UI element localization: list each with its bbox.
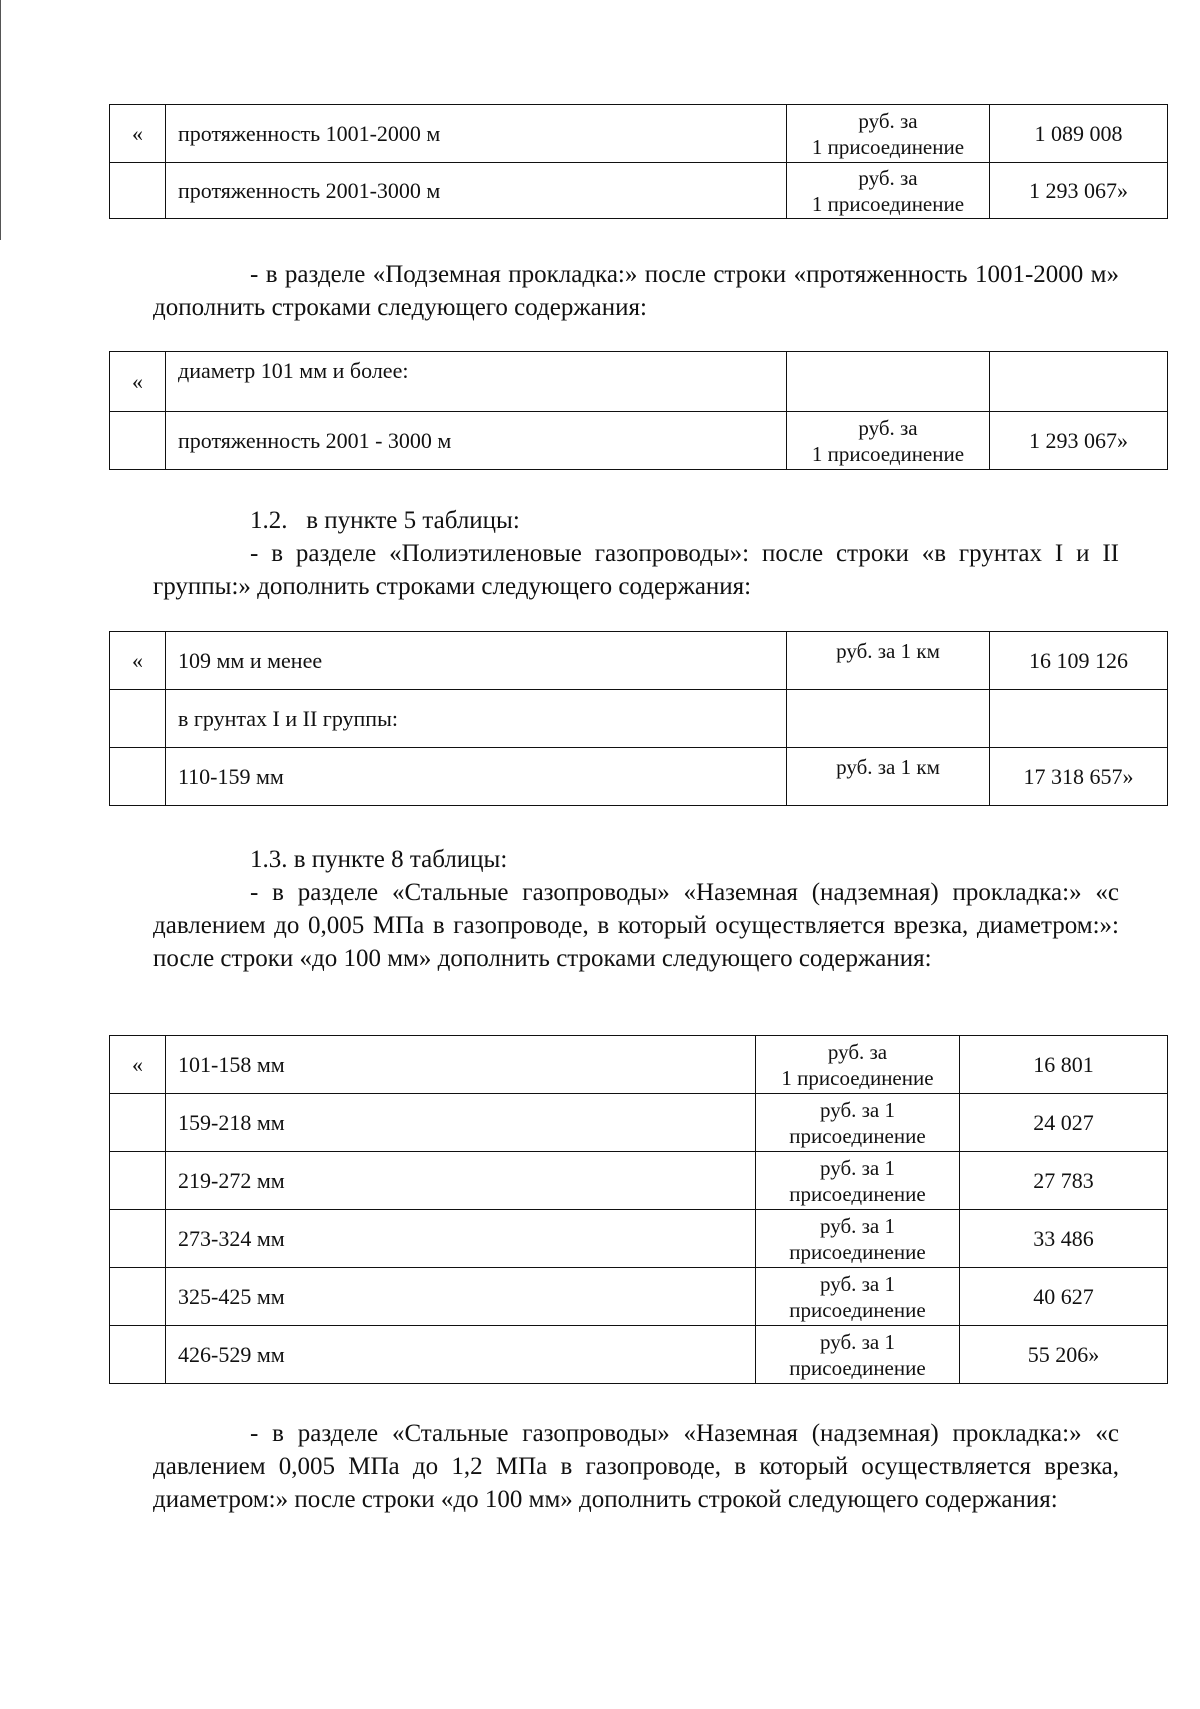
section-heading-1-3: 1.3. в пункте 8 таблицы: bbox=[250, 846, 508, 873]
row-name: протяженность 1001-2000 м bbox=[166, 105, 787, 163]
tariff-table-2 bbox=[109, 351, 1168, 470]
row-unit bbox=[787, 690, 990, 748]
table-row bbox=[110, 105, 1168, 163]
row-value: 17 318 657» bbox=[990, 748, 1168, 806]
table-row bbox=[110, 1152, 1168, 1210]
quote-mark bbox=[110, 163, 166, 219]
row-unit: руб. за 1 присоединение bbox=[756, 1152, 960, 1210]
table-row bbox=[110, 163, 1168, 219]
quote-mark bbox=[110, 1326, 166, 1384]
table-row bbox=[110, 632, 1168, 690]
row-unit bbox=[787, 352, 990, 412]
table-row bbox=[110, 1210, 1168, 1268]
row-name: 101-158 мм bbox=[166, 1036, 756, 1094]
quote-mark: « bbox=[110, 105, 166, 163]
section-heading-1-2: 1.2. в пункте 5 таблицы: bbox=[250, 507, 520, 534]
row-name: 109 мм и менее bbox=[166, 632, 787, 690]
row-unit: руб. за 1 км bbox=[787, 632, 990, 690]
table-row bbox=[110, 1036, 1168, 1094]
quote-mark bbox=[110, 690, 166, 748]
row-value: 1 293 067» bbox=[990, 163, 1168, 219]
row-unit: руб. за 1 присоединение bbox=[756, 1326, 960, 1384]
quote-mark bbox=[110, 1268, 166, 1326]
row-value: 40 627 bbox=[960, 1268, 1168, 1326]
quote-mark: « bbox=[110, 352, 166, 412]
tariff-table-1 bbox=[109, 104, 1168, 219]
table-row bbox=[110, 352, 1168, 412]
paragraph-steel-low-pressure: - в разделе «Стальные газопроводы» «Наземная (надземная) прокладка:» «с давлением до 0,005 МПа в газопроводе, в который осуществляется врезка, диаметром:»: после строки «до 100 мм» дополнить строками следующего содержания: bbox=[153, 879, 1119, 972]
row-unit: руб. за 1 присоединение bbox=[787, 163, 990, 219]
row-value: 55 206» bbox=[960, 1326, 1168, 1384]
quote-mark bbox=[110, 748, 166, 806]
table-row bbox=[110, 690, 1168, 748]
row-name: 110-159 мм bbox=[166, 748, 787, 806]
row-value: 33 486 bbox=[960, 1210, 1168, 1268]
row-name: протяженность 2001-3000 м bbox=[166, 163, 787, 219]
row-value: 1 089 008 bbox=[990, 105, 1168, 163]
row-unit: руб. за 1 присоединение bbox=[756, 1036, 960, 1094]
row-unit: руб. за 1 присоединение bbox=[756, 1268, 960, 1326]
quote-mark: « bbox=[110, 1036, 166, 1094]
tariff-table-3 bbox=[109, 631, 1168, 806]
row-value: 16 109 126 bbox=[990, 632, 1168, 690]
scan-margin-line bbox=[0, 0, 1, 240]
row-name: 325-425 мм bbox=[166, 1268, 756, 1326]
table-row bbox=[110, 748, 1168, 806]
row-name: 426-529 мм bbox=[166, 1326, 756, 1384]
row-unit: руб. за 1 км bbox=[787, 748, 990, 806]
tariff-table-4 bbox=[109, 1035, 1168, 1384]
row-value: 24 027 bbox=[960, 1094, 1168, 1152]
table-row bbox=[110, 1094, 1168, 1152]
row-name: диаметр 101 мм и более: bbox=[166, 352, 787, 412]
paragraph-underground: - в разделе «Подземная прокладка:» после строки «протяженность 1001-2000 м» дополнить строками следующего содержания: bbox=[153, 261, 1119, 321]
row-name: протяженность 2001 - 3000 м bbox=[166, 412, 787, 470]
paragraph-steel-high-pressure: - в разделе «Стальные газопроводы» «Наземная (надземная) прокладка:» «с давлением 0,005 МПа до 1,2 МПа в газопроводе, в который осуществляется врезка, диаметром:» после строки «до 100 мм» дополнить строкой следующего содержания: bbox=[153, 1420, 1119, 1513]
quote-mark bbox=[110, 1094, 166, 1152]
row-value bbox=[990, 690, 1168, 748]
row-name: 159-218 мм bbox=[166, 1094, 756, 1152]
quote-mark bbox=[110, 412, 166, 470]
row-value: 27 783 bbox=[960, 1152, 1168, 1210]
row-unit: руб. за 1 присоединение bbox=[756, 1094, 960, 1152]
row-name: в грунтах I и II группы: bbox=[166, 690, 787, 748]
row-value: 1 293 067» bbox=[990, 412, 1168, 470]
row-unit: руб. за 1 присоединение bbox=[756, 1210, 960, 1268]
quote-mark: « bbox=[110, 632, 166, 690]
quote-mark bbox=[110, 1152, 166, 1210]
quote-mark bbox=[110, 1210, 166, 1268]
row-unit: руб. за 1 присоединение bbox=[787, 412, 990, 470]
row-name: 219-272 мм bbox=[166, 1152, 756, 1210]
row-name: 273-324 мм bbox=[166, 1210, 756, 1268]
paragraph-polyethylene: - в разделе «Полиэтиленовые газопроводы»: после строки «в грунтах I и II группы:» дополнить строками следующего содержания: bbox=[153, 540, 1119, 600]
table-row bbox=[110, 412, 1168, 470]
table-row bbox=[110, 1268, 1168, 1326]
table-row bbox=[110, 1326, 1168, 1384]
row-value: 16 801 bbox=[960, 1036, 1168, 1094]
row-value bbox=[990, 352, 1168, 412]
row-unit: руб. за 1 присоединение bbox=[787, 105, 990, 163]
